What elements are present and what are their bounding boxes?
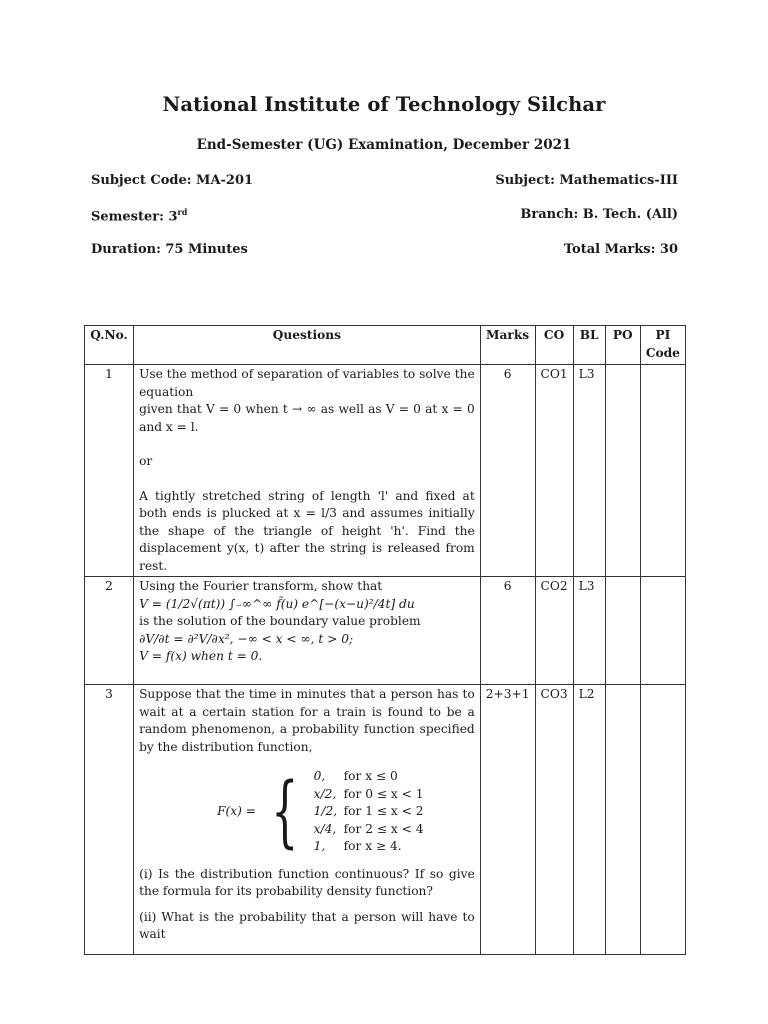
question-cell <box>134 577 481 685</box>
co-cell: CO1 <box>535 365 573 577</box>
header-qno: Q.No. <box>85 326 134 365</box>
qno-cell: 2 <box>85 577 134 685</box>
question-table <box>84 325 686 955</box>
pi-cell <box>640 577 685 685</box>
question-cell <box>134 365 481 577</box>
q3-intro: Suppose that the time in minutes that a person has to wait at a certain station for a train is found to be a random phenomenon, a probability function specified by the distribution function, <box>139 687 475 754</box>
exam-title: End-Semester (UG) Examination, December 2021 <box>196 137 572 153</box>
header-pi-code: PI Code <box>640 326 685 365</box>
semester: Semester: 3rd <box>91 207 188 225</box>
header-questions: Questions <box>134 326 481 365</box>
piecewise-function <box>217 768 475 856</box>
case-item: 1/2, for 1 ≤ x < 2 <box>313 804 424 818</box>
meta-row-2 <box>91 207 678 224</box>
table-row <box>85 577 686 685</box>
q2-line4: ∂V/∂t = ∂²V/∂x², −∞ < x < ∞, t > 0; <box>139 631 354 646</box>
q1-part-a-1: Use the method of separation of variables to solve the equation <box>139 367 475 399</box>
question-cell <box>134 685 481 955</box>
q3-part-i: (i) Is the distribution function continuous? If so give the formula for its probability density function? <box>139 866 475 898</box>
qno-cell: 1 <box>85 365 134 577</box>
marks-cell: 6 <box>480 577 535 685</box>
meta-row-1 <box>91 173 678 188</box>
marks-cell: 6 <box>480 365 535 577</box>
branch: Branch: B. Tech. (All) <box>520 207 678 222</box>
header-marks: Marks <box>480 326 535 365</box>
semester-sup: rd <box>177 207 188 217</box>
po-cell <box>605 365 640 577</box>
institute-title: National Institute of Technology Silchar <box>162 93 606 116</box>
co-cell: CO3 <box>535 685 573 955</box>
fx-label: F(x) = <box>217 804 257 818</box>
table-row <box>85 685 686 955</box>
q1-or: or <box>139 454 153 468</box>
q2-line3: is the solution of the boundary value problem <box>139 614 421 628</box>
header-bl: BL <box>573 326 605 365</box>
marks-cell: 2+3+1 <box>480 685 535 955</box>
case-item: x/2, for 0 ≤ x < 1 <box>313 786 424 801</box>
header-co: CO <box>535 326 573 365</box>
subject-name: Subject: Mathematics-III <box>495 173 678 188</box>
total-marks: Total Marks: 30 <box>563 242 678 257</box>
left-brace: { <box>271 766 299 857</box>
qno-cell: 3 <box>85 685 134 955</box>
table-row <box>85 365 686 577</box>
bl-cell: L3 <box>573 577 605 685</box>
q1-part-a-2: given that V = 0 when t → ∞ as well as V = 0 at x = 0 and x = l. <box>139 402 475 434</box>
po-cell <box>605 685 640 955</box>
co-cell: CO2 <box>535 577 573 685</box>
header-po: PO <box>605 326 640 365</box>
pi-cell <box>640 365 685 577</box>
subject-code: Subject Code: MA-201 <box>91 173 254 188</box>
bl-cell: L3 <box>573 365 605 577</box>
po-cell <box>605 577 640 685</box>
duration: Duration: 75 Minutes <box>91 242 248 257</box>
meta-row-3 <box>91 242 678 257</box>
bl-cell: L2 <box>573 685 605 955</box>
q1-part-b: A tightly stretched string of length 'l' and fixed at both ends is plucked at x = l/3 and assumes initially the shape of the triangle of height 'h'. Find the displacement y(x, t) after the string is released from rest. <box>139 488 475 573</box>
q2-line2: V = (1/2√(πt)) ∫₋∞^∞ f̃(u) e^[−(x−u)²/4t] du <box>139 596 415 611</box>
q2-line5: V = f(x) when t = 0. <box>139 649 263 663</box>
q3-part-ii: (ii) What is the probability that a person will have to wait <box>139 909 475 941</box>
case-item: 1, for x ≥ 4. <box>313 839 402 853</box>
q2-line1: Using the Fourier transform, show that <box>139 579 383 593</box>
pi-cell <box>640 685 685 955</box>
table-header-row <box>85 326 686 365</box>
case-item: x/4, for 2 ≤ x < 4 <box>313 821 424 836</box>
cases-list <box>314 768 424 856</box>
case-item: 0, for x ≤ 0 <box>313 769 398 783</box>
